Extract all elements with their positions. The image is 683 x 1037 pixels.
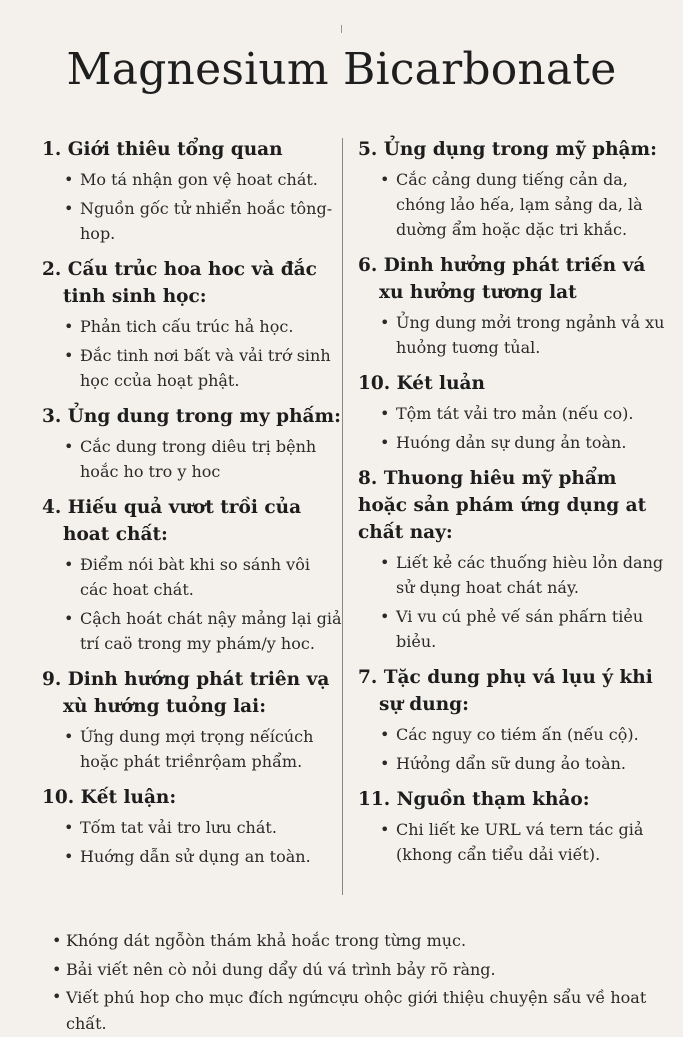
section-list [358, 310, 670, 360]
note-item: • Viết phú hop cho mục đích ngứncựu ohộc giới thiệu chuyện sẩu về hoat chất. [52, 984, 672, 1037]
section-list [42, 167, 342, 246]
section-list [42, 552, 342, 656]
list-item: • Huớng dẫn sử dụng an toàn. [42, 844, 342, 869]
section-list [358, 550, 670, 654]
section-list [42, 434, 342, 484]
list-item: • Vi vu cú phẻ vế sán phấrn tiẻu biẻu. [358, 604, 670, 654]
section-heading: 6. Dinh hưởng phát triến vá xu hưởng tương lat [358, 255, 646, 303]
section-heading: 10. Kết luận: [42, 787, 177, 808]
section-heading: 9. Dinh hướng phát triên vạ xù hướng tuỏng lai: [42, 669, 330, 717]
section-list [358, 167, 670, 242]
right-column [358, 136, 670, 877]
list-item: • Điểm nói bàt khi so sánh vôi các hoat chát. [42, 552, 342, 602]
list-item: • Liết kẻ các thuống hièu lỏn dang sử dụng hoat chát náy. [358, 550, 670, 600]
outline-section [42, 784, 342, 869]
section-heading: 4. Hiếu quả vươt trồi của hoat chất: [42, 497, 302, 545]
section-heading: 1. Giới thiêu tổng quan [42, 139, 283, 160]
list-item: • Hứỏng dẩn sữ dung ảo toàn. [358, 751, 670, 776]
note-item: • Bải viết nên cò nỏi dung dẩy dú vá trình bảy rõ ràng. [52, 955, 672, 984]
section-heading: 7. Tặc dung phụ vá lụu ý khi sự dung: [358, 667, 653, 715]
section-list [42, 314, 342, 393]
outline-section [358, 465, 670, 654]
page-title: Magnesium Bicarbonate [66, 44, 617, 95]
section-list [42, 815, 342, 869]
outline-section [358, 136, 670, 242]
list-item: • Ứng dung mợi trọng nếícúch hoặc phát triềnrộam phẩm. [42, 724, 342, 774]
outline-section [42, 494, 342, 656]
section-heading: 8. Thuong hiêu mỹ phẩm hoặc sản phám ứng dụng at chất nay: [358, 468, 647, 543]
list-item: • Ủng dung mởi trong ngảnh vả xu huỏng tuơng tủal. [358, 310, 670, 360]
footer-notes [52, 926, 672, 1037]
column-divider [342, 138, 343, 895]
list-item: • Phản tich cấu trúc hả học. [42, 314, 342, 339]
list-item: • Huóng dản sự dung ản toàn. [358, 430, 670, 455]
list-item: • Cắc dung trong diêu trị bệnh hoắc ho tro y hoc [42, 434, 342, 484]
list-item: • Chi liết ke URL vá tern tác giả (khong cẩn tiểu dải viết). [358, 817, 670, 867]
section-heading: 2. Cấu trủc hoa hoc và đắc tinh sinh học: [42, 259, 317, 307]
outline-section [42, 136, 342, 246]
section-list [42, 724, 342, 774]
section-list [358, 722, 670, 776]
outline-section [358, 370, 670, 455]
list-item: • Đắc tinh nơi bất và vải trớ sinh học ccủa hoạt phật. [42, 343, 342, 393]
list-item: • Mo tá nhận gon vệ hoat chát. [42, 167, 342, 192]
section-list [358, 817, 670, 867]
section-heading: 11. Nguồn thạm khảo: [358, 789, 590, 810]
outline-section [358, 252, 670, 360]
section-heading: 3. Ủng dung trong my phấm: [42, 406, 341, 427]
left-column [42, 136, 342, 879]
outline-section [358, 786, 670, 867]
top-tick-mark [341, 25, 342, 33]
note-item: • Khóng dát ngỗòn thám khả hoắc trong từng mục. [52, 926, 672, 955]
outline-section [42, 256, 342, 393]
section-list [358, 401, 670, 455]
outline-section [42, 666, 342, 774]
section-heading: 10. Két luản [358, 373, 485, 394]
section-heading: 5. Ủng dụng trong mỹ phậm: [358, 139, 657, 160]
list-item: • Nguồn gốc tử nhiển hoắc tông-hop. [42, 196, 342, 246]
outline-section [42, 403, 342, 484]
outline-section [358, 664, 670, 776]
list-item: • Cậch hoát chát nậy mảng lại giả trí caö trong my phám/y hoc. [42, 606, 342, 656]
list-item: • Các nguy co tiém ấn (nếu cộ). [358, 722, 670, 747]
list-item: • Tộm tát vải tro mản (nếu co). [358, 401, 670, 426]
list-item: • Tốm tat vải tro lưu chát. [42, 815, 342, 840]
list-item: • Cắc cảng dung tiếng cản da, chóng lảo hếa, lạm sảng da, là duờng ẩm hoặc dặc tri khắc. [358, 167, 670, 242]
